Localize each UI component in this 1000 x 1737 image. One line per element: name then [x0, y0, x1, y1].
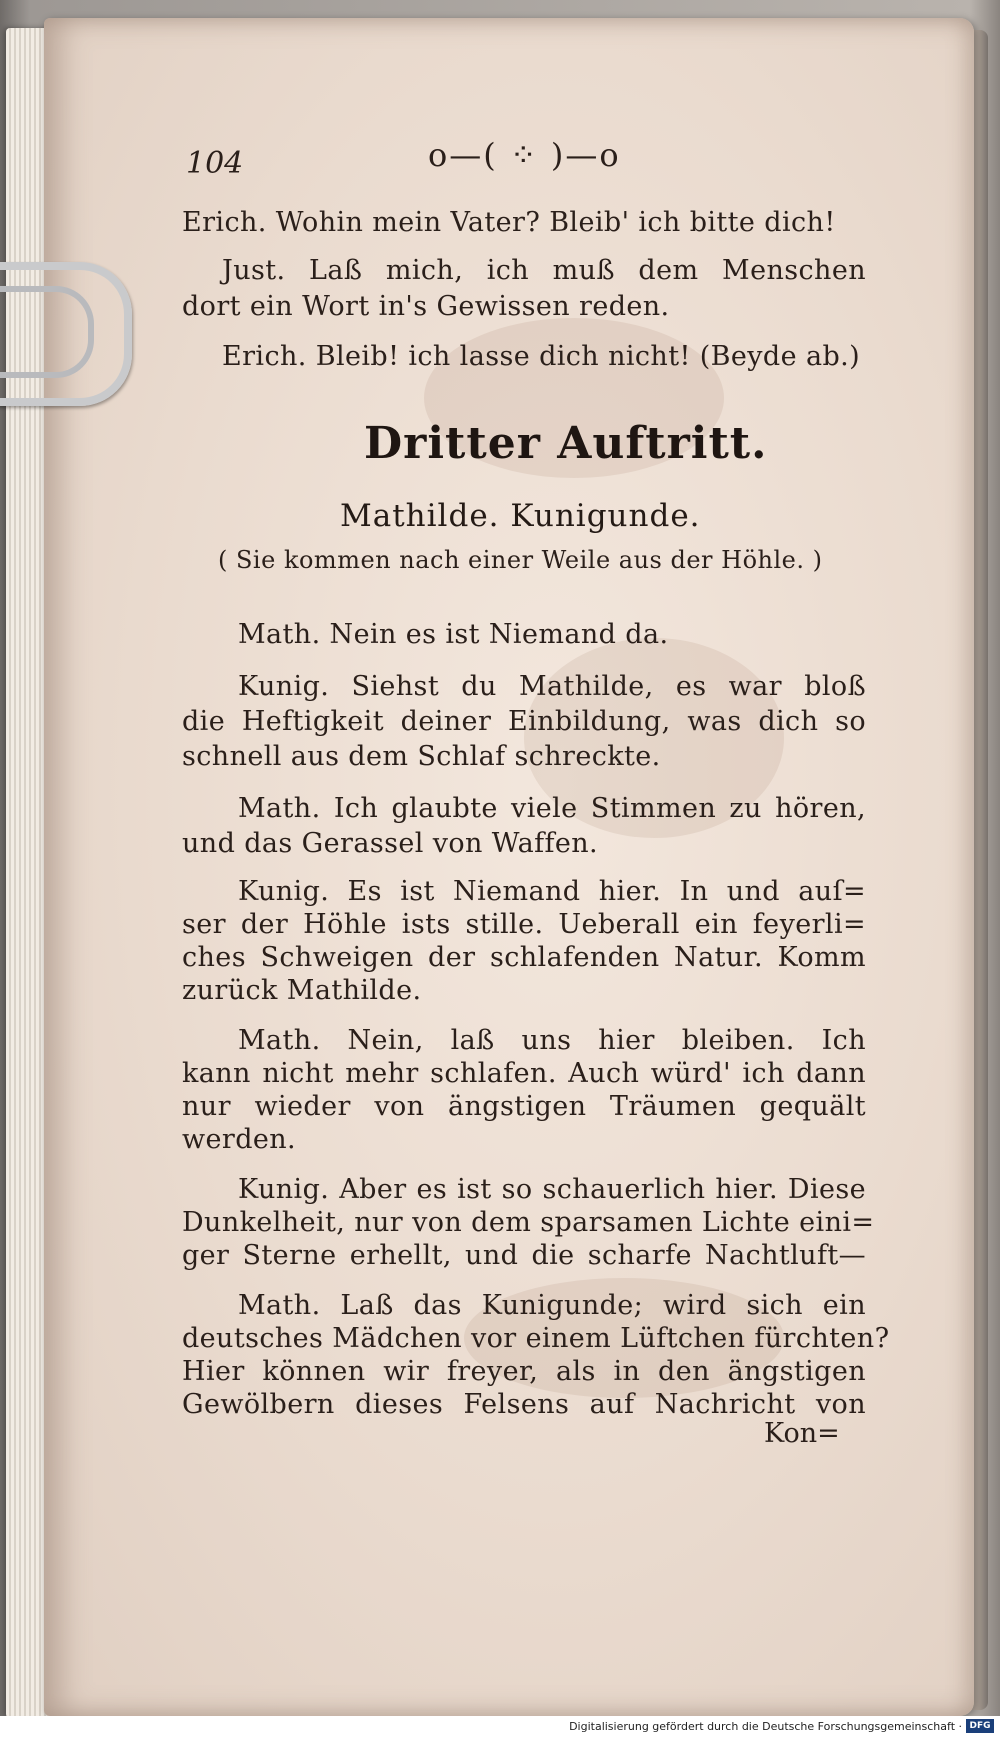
dfg-logo-icon: DFG	[966, 1719, 994, 1733]
stage-direction: ( Sie kommen nach einer Weile aus der Höhle. )	[218, 546, 823, 574]
text-line: Hier können wir freyer, als in den ängstigen	[182, 1356, 866, 1387]
text-line: schnell aus dem Schlaf schreckte.	[182, 741, 661, 772]
text-line: Math. Ich glaubte viele Stimmen zu hören,	[238, 793, 866, 824]
text-line: Kunig. Es ist Niemand hier. In und auſ=	[238, 876, 866, 907]
text-line: die Heftigkeit deiner Einbildung, was dich so	[182, 706, 866, 737]
scene-heading: Dritter Auftritt.	[364, 418, 768, 469]
footer-credit: Digitalisierung gefördert durch die Deutsche Forschungsgemeinschaft ·	[569, 1720, 962, 1733]
text-line: ser der Höhle ists stille. Ueberall ein feyerli=	[182, 909, 866, 940]
text-line: Gewölbern dieses Felsens auf Nachricht von	[182, 1389, 866, 1420]
text-line: Math. Nein, laß uns hier bleiben. Ich	[238, 1025, 866, 1056]
text-line: ger Sterne erhellt, und die scharfe Nachtluft—	[182, 1240, 866, 1271]
text-line: dort ein Wort in's Gewissen reden.	[182, 291, 670, 322]
footer-bar	[0, 1716, 1000, 1737]
page-number: 104	[186, 146, 244, 181]
text-line: Just. Laß mich, ich muß dem Menschen	[222, 255, 866, 286]
text-line: und das Gerassel von Waffen.	[182, 828, 599, 859]
text-line: ches Schweigen der schlafenden Natur. Komm	[182, 942, 866, 973]
text-line: werden.	[182, 1124, 297, 1155]
text-line: Math. Nein es ist Niemand da.	[238, 619, 669, 650]
text-line: zurück Mathilde.	[182, 975, 422, 1006]
header-ornament: o—( ⁘ )—o	[428, 136, 621, 174]
text-line: Erich. Bleib! ich lasse dich nicht! (Beyde ab.)	[222, 341, 861, 372]
text-line: Dunkelheit, nur von dem sparsamen Lichte eini=	[182, 1207, 875, 1238]
text-line: kann nicht mehr schlafen. Auch würd' ich dann	[182, 1058, 866, 1089]
text-line: Kunig. Siehst du Mathilde, es war bloß	[238, 671, 866, 702]
paper-clip-inner	[0, 286, 94, 378]
catchword: Kon=	[764, 1418, 840, 1449]
text-line: nur wieder von ängstigen Träumen gequält	[182, 1091, 866, 1122]
scene-persons: Mathilde. Kunigunde.	[340, 498, 701, 534]
text-line: Kunig. Aber es ist so schauerlich hier. Diese	[238, 1174, 866, 1205]
text-line: Math. Laß das Kunigunde; wird sich ein	[238, 1290, 866, 1321]
text-line: Erich. Wohin mein Vater? Bleib' ich bitte dich!	[182, 207, 836, 238]
text-line: deutsches Mädchen vor einem Lüftchen fürchten?	[182, 1323, 890, 1354]
